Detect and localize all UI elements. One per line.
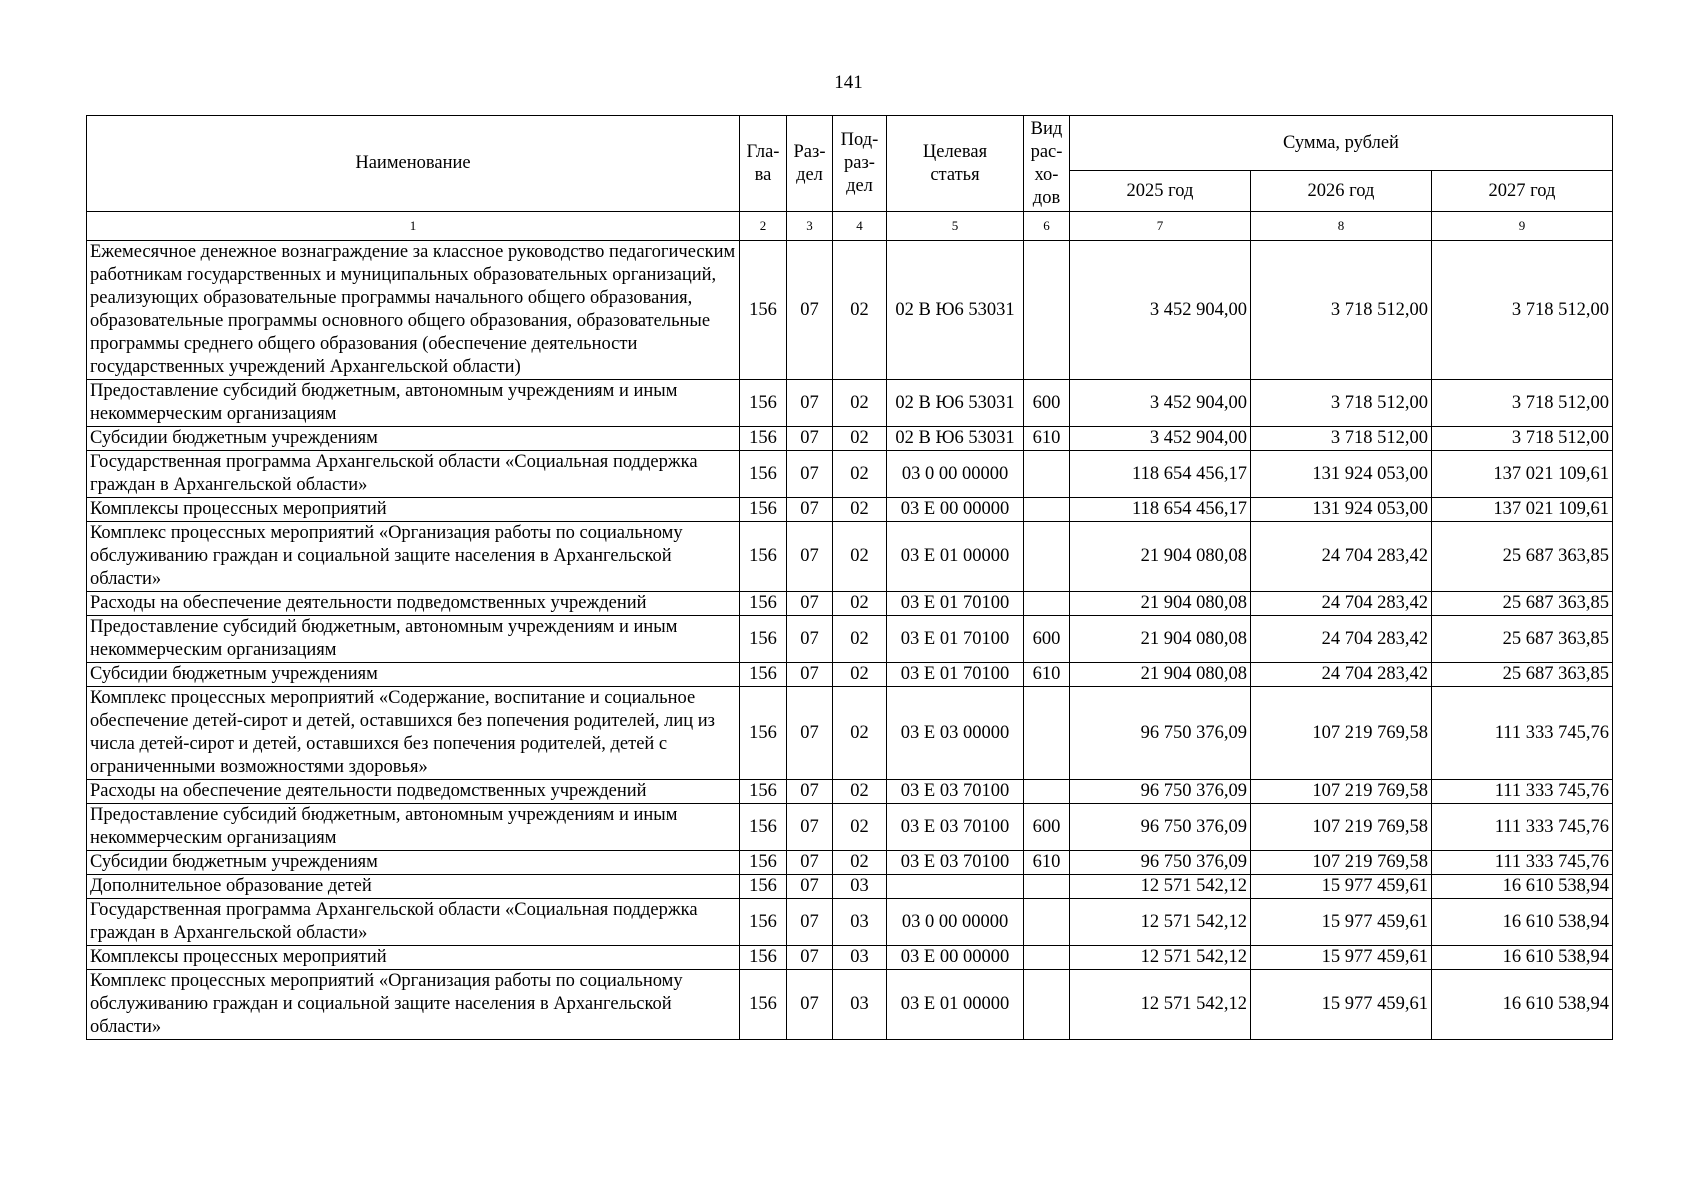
row-glava: 156: [740, 592, 787, 616]
row-razdel: 07: [787, 970, 833, 1040]
table-row: [87, 663, 1613, 687]
column-number: 3: [787, 212, 833, 241]
row-vid: [1024, 946, 1070, 970]
row-name: Комплекс процессных мероприятий «Организация работы по социальному обслуживанию граждан и социальной защите населения в Архангельской области»: [87, 522, 740, 592]
row-name: Субсидии бюджетным учреждениям: [87, 663, 740, 687]
row-name: Комплексы процессных мероприятий: [87, 498, 740, 522]
table-row: [87, 427, 1613, 451]
row-amount-2026: 24 704 283,42: [1251, 663, 1432, 687]
row-podrazdel: 03: [833, 875, 887, 899]
row-glava: 156: [740, 380, 787, 427]
row-amount-2026: 15 977 459,61: [1251, 946, 1432, 970]
row-amount-2025: 3 452 904,00: [1070, 241, 1251, 380]
header-year-2027: 2027 год: [1432, 171, 1613, 212]
row-amount-2026: 24 704 283,42: [1251, 616, 1432, 663]
row-podrazdel: 02: [833, 498, 887, 522]
row-amount-2026: 24 704 283,42: [1251, 592, 1432, 616]
row-podrazdel: 02: [833, 522, 887, 592]
row-name: Дополнительное образование детей: [87, 875, 740, 899]
row-podrazdel: 02: [833, 427, 887, 451]
row-amount-2025: 21 904 080,08: [1070, 616, 1251, 663]
row-amount-2026: 107 219 769,58: [1251, 687, 1432, 780]
row-razdel: 07: [787, 522, 833, 592]
row-amount-2027: 16 610 538,94: [1432, 970, 1613, 1040]
row-vid: [1024, 498, 1070, 522]
row-podrazdel: 02: [833, 780, 887, 804]
table-row: [87, 380, 1613, 427]
row-amount-2026: 3 718 512,00: [1251, 427, 1432, 451]
column-number: 7: [1070, 212, 1251, 241]
row-amount-2027: 25 687 363,85: [1432, 522, 1613, 592]
row-razdel: 07: [787, 687, 833, 780]
row-amount-2025: 118 654 456,17: [1070, 498, 1251, 522]
table-body: [87, 241, 1613, 1040]
row-name: Государственная программа Архангельской области «Социальная поддержка граждан в Архангельской области»: [87, 451, 740, 498]
row-amount-2026: 24 704 283,42: [1251, 522, 1432, 592]
row-target: 02 В Ю6 53031: [887, 241, 1024, 380]
row-vid: 610: [1024, 427, 1070, 451]
page-number: 141: [834, 72, 863, 93]
row-amount-2025: 96 750 376,09: [1070, 804, 1251, 851]
row-razdel: 07: [787, 851, 833, 875]
row-amount-2025: 96 750 376,09: [1070, 851, 1251, 875]
row-amount-2025: 12 571 542,12: [1070, 970, 1251, 1040]
row-glava: 156: [740, 946, 787, 970]
column-number: 8: [1251, 212, 1432, 241]
row-amount-2026: 107 219 769,58: [1251, 804, 1432, 851]
table-row: [87, 522, 1613, 592]
row-podrazdel: 03: [833, 946, 887, 970]
row-amount-2026: 131 924 053,00: [1251, 451, 1432, 498]
row-razdel: 07: [787, 899, 833, 946]
row-glava: 156: [740, 663, 787, 687]
row-amount-2025: 21 904 080,08: [1070, 592, 1251, 616]
row-amount-2027: 111 333 745,76: [1432, 804, 1613, 851]
column-number: 6: [1024, 212, 1070, 241]
row-glava: 156: [740, 498, 787, 522]
row-amount-2026: 3 718 512,00: [1251, 380, 1432, 427]
row-glava: 156: [740, 687, 787, 780]
row-razdel: 07: [787, 427, 833, 451]
row-target: 03 0 00 00000: [887, 899, 1024, 946]
row-razdel: 07: [787, 946, 833, 970]
table-row: [87, 875, 1613, 899]
row-podrazdel: 02: [833, 380, 887, 427]
row-name: Предоставление субсидий бюджетным, автономным учреждениям и иным некоммерческим организациям: [87, 616, 740, 663]
row-target: [887, 875, 1024, 899]
row-name: Расходы на обеспечение деятельности подведомственных учреждений: [87, 592, 740, 616]
header-target: Целевая статья: [887, 116, 1024, 212]
row-amount-2027: 3 718 512,00: [1432, 427, 1613, 451]
row-name: Субсидии бюджетным учреждениям: [87, 851, 740, 875]
row-podrazdel: 02: [833, 663, 887, 687]
row-amount-2027: 3 718 512,00: [1432, 380, 1613, 427]
row-amount-2027: 137 021 109,61: [1432, 451, 1613, 498]
row-razdel: 07: [787, 616, 833, 663]
row-podrazdel: 02: [833, 851, 887, 875]
row-glava: 156: [740, 241, 787, 380]
table-row: [87, 804, 1613, 851]
row-target: 02 В Ю6 53031: [887, 380, 1024, 427]
table-row: [87, 780, 1613, 804]
row-vid: [1024, 899, 1070, 946]
table-row: [87, 687, 1613, 780]
row-name: Предоставление субсидий бюджетным, автономным учреждениям и иным некоммерческим организациям: [87, 380, 740, 427]
row-razdel: 07: [787, 875, 833, 899]
row-podrazdel: 02: [833, 241, 887, 380]
row-razdel: 07: [787, 592, 833, 616]
row-vid: [1024, 522, 1070, 592]
row-podrazdel: 02: [833, 687, 887, 780]
row-amount-2025: 96 750 376,09: [1070, 780, 1251, 804]
header-podrazdel: Под- раз- дел: [833, 116, 887, 212]
row-vid: [1024, 780, 1070, 804]
row-glava: 156: [740, 780, 787, 804]
header-vid: Вид рас- хо- дов: [1024, 116, 1070, 212]
row-podrazdel: 02: [833, 616, 887, 663]
row-podrazdel: 02: [833, 451, 887, 498]
row-amount-2027: 137 021 109,61: [1432, 498, 1613, 522]
row-podrazdel: 03: [833, 970, 887, 1040]
budget-table: [86, 115, 1613, 1040]
row-glava: 156: [740, 851, 787, 875]
row-razdel: 07: [787, 451, 833, 498]
row-amount-2027: 16 610 538,94: [1432, 875, 1613, 899]
row-razdel: 07: [787, 380, 833, 427]
row-razdel: 07: [787, 663, 833, 687]
row-glava: 156: [740, 451, 787, 498]
table-row: [87, 899, 1613, 946]
row-amount-2027: 16 610 538,94: [1432, 946, 1613, 970]
row-target: 03 Е 03 70100: [887, 851, 1024, 875]
row-name: Предоставление субсидий бюджетным, автономным учреждениям и иным некоммерческим организациям: [87, 804, 740, 851]
row-vid: [1024, 241, 1070, 380]
row-vid: [1024, 592, 1070, 616]
column-number-row: [87, 212, 1613, 241]
row-target: 03 Е 01 70100: [887, 616, 1024, 663]
row-name: Комплекс процессных мероприятий «Содержание, воспитание и социальное обеспечение детей-сирот и детей, оставшихся без попечения родителей, лиц из числа детей-сирот и детей, оставшихся без попечения родителей, детей с ограниченными возможностями здоровья»: [87, 687, 740, 780]
row-target: 03 Е 01 70100: [887, 663, 1024, 687]
row-amount-2027: 111 333 745,76: [1432, 851, 1613, 875]
table-row: [87, 946, 1613, 970]
row-target: 03 Е 01 00000: [887, 522, 1024, 592]
column-number: 1: [87, 212, 740, 241]
row-name: Субсидии бюджетным учреждениям: [87, 427, 740, 451]
row-amount-2025: 3 452 904,00: [1070, 380, 1251, 427]
row-amount-2025: 12 571 542,12: [1070, 946, 1251, 970]
row-glava: 156: [740, 899, 787, 946]
row-vid: [1024, 451, 1070, 498]
row-amount-2027: 3 718 512,00: [1432, 241, 1613, 380]
header-sum: Сумма, рублей: [1070, 116, 1613, 171]
row-amount-2027: 16 610 538,94: [1432, 899, 1613, 946]
header-year-2025: 2025 год: [1070, 171, 1251, 212]
table-row: [87, 451, 1613, 498]
table-row: [87, 241, 1613, 380]
row-vid: [1024, 970, 1070, 1040]
row-amount-2026: 3 718 512,00: [1251, 241, 1432, 380]
row-target: 03 Е 01 00000: [887, 970, 1024, 1040]
header-year-2026: 2026 год: [1251, 171, 1432, 212]
column-number: 9: [1432, 212, 1613, 241]
table-row: [87, 592, 1613, 616]
row-amount-2027: 111 333 745,76: [1432, 780, 1613, 804]
table-row: [87, 498, 1613, 522]
row-vid: 610: [1024, 663, 1070, 687]
row-amount-2026: 15 977 459,61: [1251, 875, 1432, 899]
row-target: 03 0 00 00000: [887, 451, 1024, 498]
row-vid: 600: [1024, 616, 1070, 663]
row-podrazdel: 02: [833, 804, 887, 851]
row-amount-2027: 25 687 363,85: [1432, 663, 1613, 687]
row-amount-2026: 15 977 459,61: [1251, 899, 1432, 946]
row-vid: 600: [1024, 380, 1070, 427]
row-amount-2025: 12 571 542,12: [1070, 875, 1251, 899]
column-number: 5: [887, 212, 1024, 241]
row-vid: [1024, 875, 1070, 899]
row-podrazdel: 03: [833, 899, 887, 946]
row-vid: 600: [1024, 804, 1070, 851]
row-target: 02 В Ю6 53031: [887, 427, 1024, 451]
row-glava: 156: [740, 616, 787, 663]
row-amount-2025: 3 452 904,00: [1070, 427, 1251, 451]
row-target: 03 Е 01 70100: [887, 592, 1024, 616]
row-target: 03 Е 03 00000: [887, 687, 1024, 780]
table-row: [87, 970, 1613, 1040]
row-glava: 156: [740, 804, 787, 851]
row-name: Государственная программа Архангельской области «Социальная поддержка граждан в Архангельской области»: [87, 899, 740, 946]
header-name: Наименование: [87, 116, 740, 212]
row-amount-2027: 111 333 745,76: [1432, 687, 1613, 780]
row-amount-2025: 21 904 080,08: [1070, 663, 1251, 687]
row-target: 03 Е 03 70100: [887, 780, 1024, 804]
row-name: Комплекс процессных мероприятий «Организация работы по социальному обслуживанию граждан и социальной защите населения в Архангельской области»: [87, 970, 740, 1040]
column-number: 4: [833, 212, 887, 241]
row-glava: 156: [740, 522, 787, 592]
row-amount-2025: 21 904 080,08: [1070, 522, 1251, 592]
header-razdel: Раз- дел: [787, 116, 833, 212]
row-amount-2026: 15 977 459,61: [1251, 970, 1432, 1040]
row-amount-2025: 118 654 456,17: [1070, 451, 1251, 498]
row-amount-2026: 131 924 053,00: [1251, 498, 1432, 522]
row-amount-2026: 107 219 769,58: [1251, 780, 1432, 804]
row-name: Ежемесячное денежное вознаграждение за классное руководство педагогическим работникам государственных и муниципальных образовательных организаций, реализующих образовательные программы начального общего образования, образовательные программы основного общего образования, образовательные программы среднего общего образования (обеспечение деятельности государственных учреждений Архангельской области): [87, 241, 740, 380]
row-razdel: 07: [787, 804, 833, 851]
row-target: 03 Е 00 00000: [887, 946, 1024, 970]
column-number: 2: [740, 212, 787, 241]
row-vid: 610: [1024, 851, 1070, 875]
row-amount-2025: 12 571 542,12: [1070, 899, 1251, 946]
row-vid: [1024, 687, 1070, 780]
row-name: Комплексы процессных мероприятий: [87, 946, 740, 970]
row-glava: 156: [740, 427, 787, 451]
row-glava: 156: [740, 970, 787, 1040]
row-target: 03 Е 03 70100: [887, 804, 1024, 851]
row-amount-2027: 25 687 363,85: [1432, 592, 1613, 616]
table-row: [87, 851, 1613, 875]
row-amount-2025: 96 750 376,09: [1070, 687, 1251, 780]
header-glava: Гла- ва: [740, 116, 787, 212]
row-amount-2027: 25 687 363,85: [1432, 616, 1613, 663]
table-header: [87, 116, 1613, 241]
row-glava: 156: [740, 875, 787, 899]
row-razdel: 07: [787, 241, 833, 380]
row-razdel: 07: [787, 498, 833, 522]
row-target: 03 Е 00 00000: [887, 498, 1024, 522]
table-row: [87, 616, 1613, 663]
row-razdel: 07: [787, 780, 833, 804]
row-podrazdel: 02: [833, 592, 887, 616]
row-name: Расходы на обеспечение деятельности подведомственных учреждений: [87, 780, 740, 804]
row-amount-2026: 107 219 769,58: [1251, 851, 1432, 875]
